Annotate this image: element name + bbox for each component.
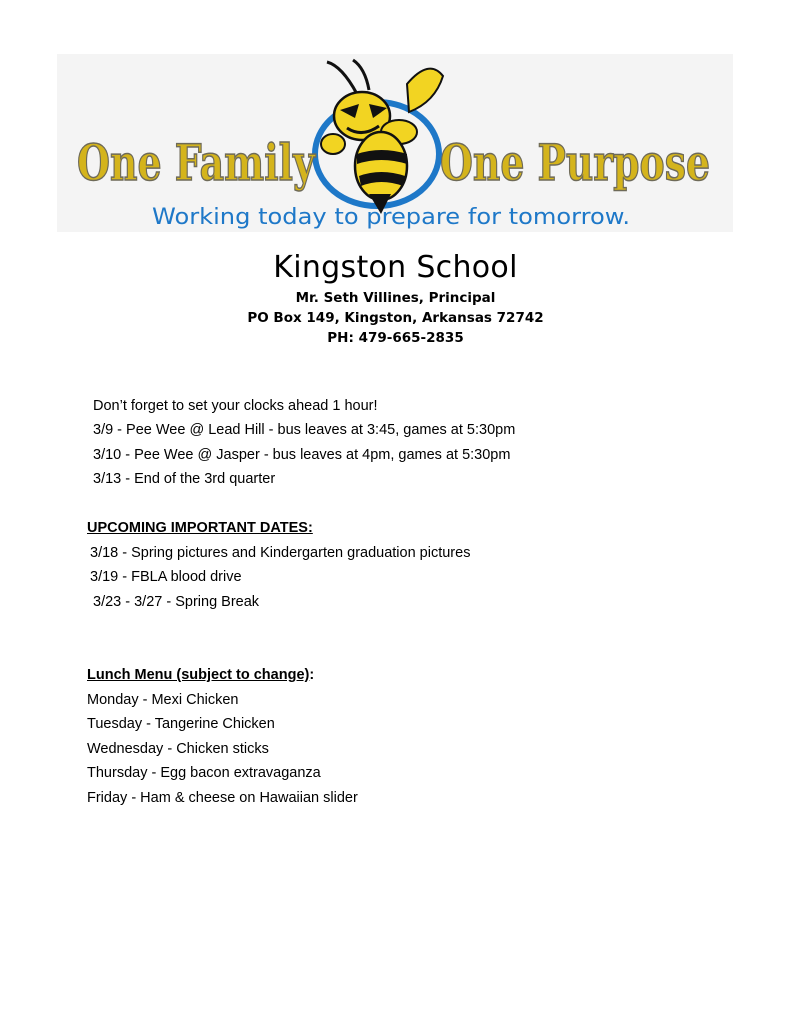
address-line: PO Box 149, Kingston, Arkansas 72742 [247,310,544,326]
lunch-item: Friday - Ham & cheese on Hawaiian slider [87,790,358,806]
notice-item: 3/13 - End of the 3rd quarter [93,471,276,487]
notice-item: 3/9 - Pee Wee @ Lead Hill - bus leaves at 3:45, games at 5:30pm [93,422,516,438]
lunch-menu-title-colon: : [309,667,315,683]
school-banner [57,54,733,232]
upcoming-dates-title: UPCOMING IMPORTANT DATES: [87,520,313,536]
lunch-item: Wednesday - Chicken sticks [87,741,269,757]
lunch-item: Tuesday - Tangerine Chicken [87,716,275,732]
banner-tagline: Working today to prepare for tomorrow. [152,205,630,230]
phone-line: PH: 479-665-2835 [327,330,464,346]
lunch-item: Thursday - Egg bacon extravaganza [87,765,321,781]
notice-item: 3/10 - Pee Wee @ Jasper - bus leaves at 4pm, games at 5:30pm [93,447,511,463]
banner-right-text: One Purpose [440,133,710,192]
upcoming-item: 3/23 - 3/27 - Spring Break [93,594,260,610]
lunch-menu-title [87,665,314,685]
notice-item: Don’t forget to set your clocks ahead 1 hour! [93,398,378,414]
principal-line: Mr. Seth Villines, Principal [295,290,496,306]
lunch-menu-title-text: Lunch Menu (subject to change) [87,667,310,683]
banner-graphic [57,54,733,232]
upcoming-item: 3/19 - FBLA blood drive [90,569,242,585]
lunch-item: Monday - Mexi Chicken [87,692,239,708]
banner-left-text: One Family [77,133,317,192]
school-name: Kingston School [273,250,518,285]
school-header [0,248,791,348]
upcoming-item: 3/18 - Spring pictures and Kindergarten graduation pictures [90,545,471,561]
